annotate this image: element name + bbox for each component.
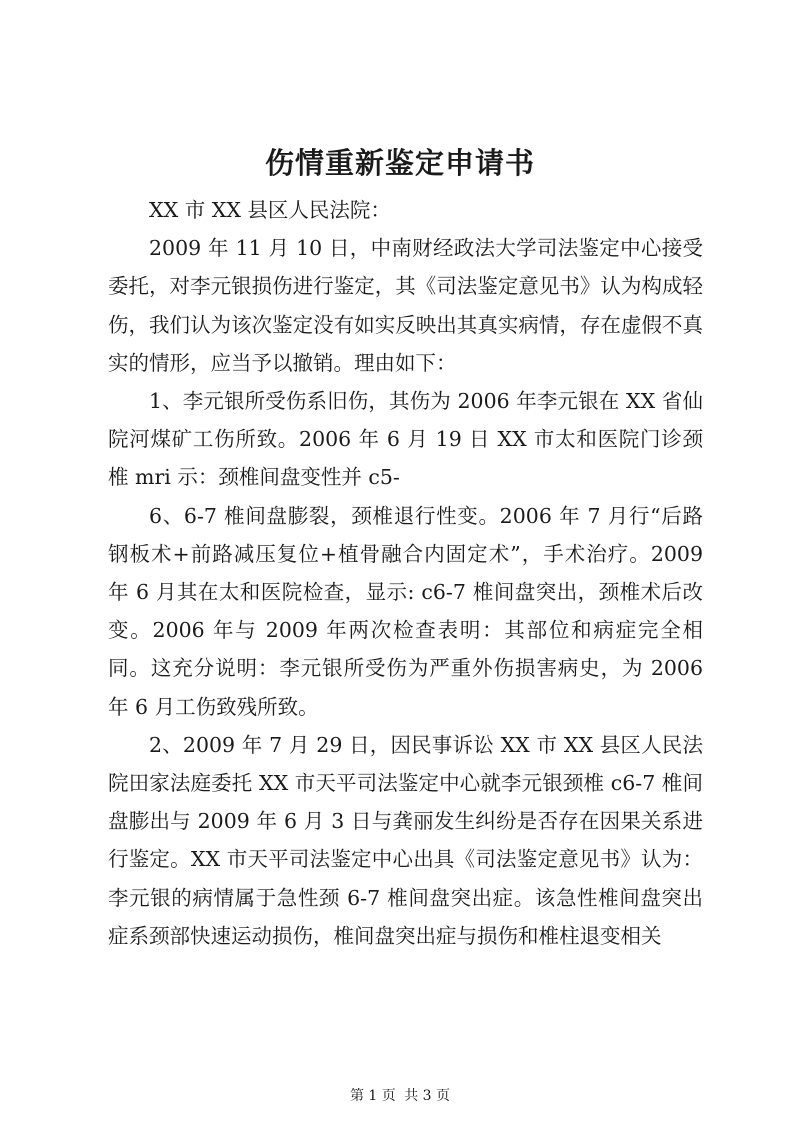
- addressee-line: XX 市 XX 县区人民法院：: [149, 198, 391, 222]
- document-body: [108, 191, 703, 955]
- paragraph-reason-2: 2、2009 年 7 月 29 日，因民事诉讼 XX 市 XX 县区人民法院田家法庭委托 XX 市天平司法鉴定中心就李元银颈椎 c6-7 椎间盘膨出与 2009 年 6 月 3 日与龚丽发生纠纷是否存在因果关系进行鉴定。XX 市天平司法鉴定中心出具《司法鉴定意见书》认为：李元银的病情属于急性颈 6-7 椎间盘突出症。该急性椎间盘突出症系颈部快速运动损伤，椎间盘突出症与损伤和椎柱退变相关: [108, 732, 703, 948]
- paragraph-reason-1-continued: 6、6-7 椎间盘膨裂，颈椎退行性变。2006 年 7 月行“后路钢板术+前路减压复位+植骨融合内固定术”，手术治疗。2009 年 6 月其在太和医院检查，显示: c6-7 椎间盘突出，颈椎术后改变。2006 年与 2009 年两次检查表明：其部位和病症完全相同。这充分说明：李元银所受伤为严重外伤损害病史，为 2006 年 6 月工伤致残所致。: [108, 503, 703, 719]
- paragraph-reason-1: 1、李元银所受伤系旧伤，其伤为 2006 年李元银在 XX 省仙院河煤矿工伤所致。2006 年 6 月 19 日 XX 市太和医院门诊颈椎 mri 示：颈椎间盘变性并 c5-: [108, 389, 703, 490]
- page-footer: [0, 1086, 800, 1106]
- document-title: 伤情重新鉴定申请书: [264, 146, 535, 180]
- page-total: 共 3 页: [404, 1088, 451, 1104]
- page-number: 第 1 页: [349, 1088, 396, 1104]
- paragraph-intro: 2009 年 11 月 10 日，中南财经政法大学司法鉴定中心接受委托，对李元银损伤进行鉴定，其《司法鉴定意见书》认为构成轻伤，我们认为该次鉴定没有如实反映出其真实病情，存在虚假不真实的情形，应当予以撤销。理由如下：: [108, 236, 703, 375]
